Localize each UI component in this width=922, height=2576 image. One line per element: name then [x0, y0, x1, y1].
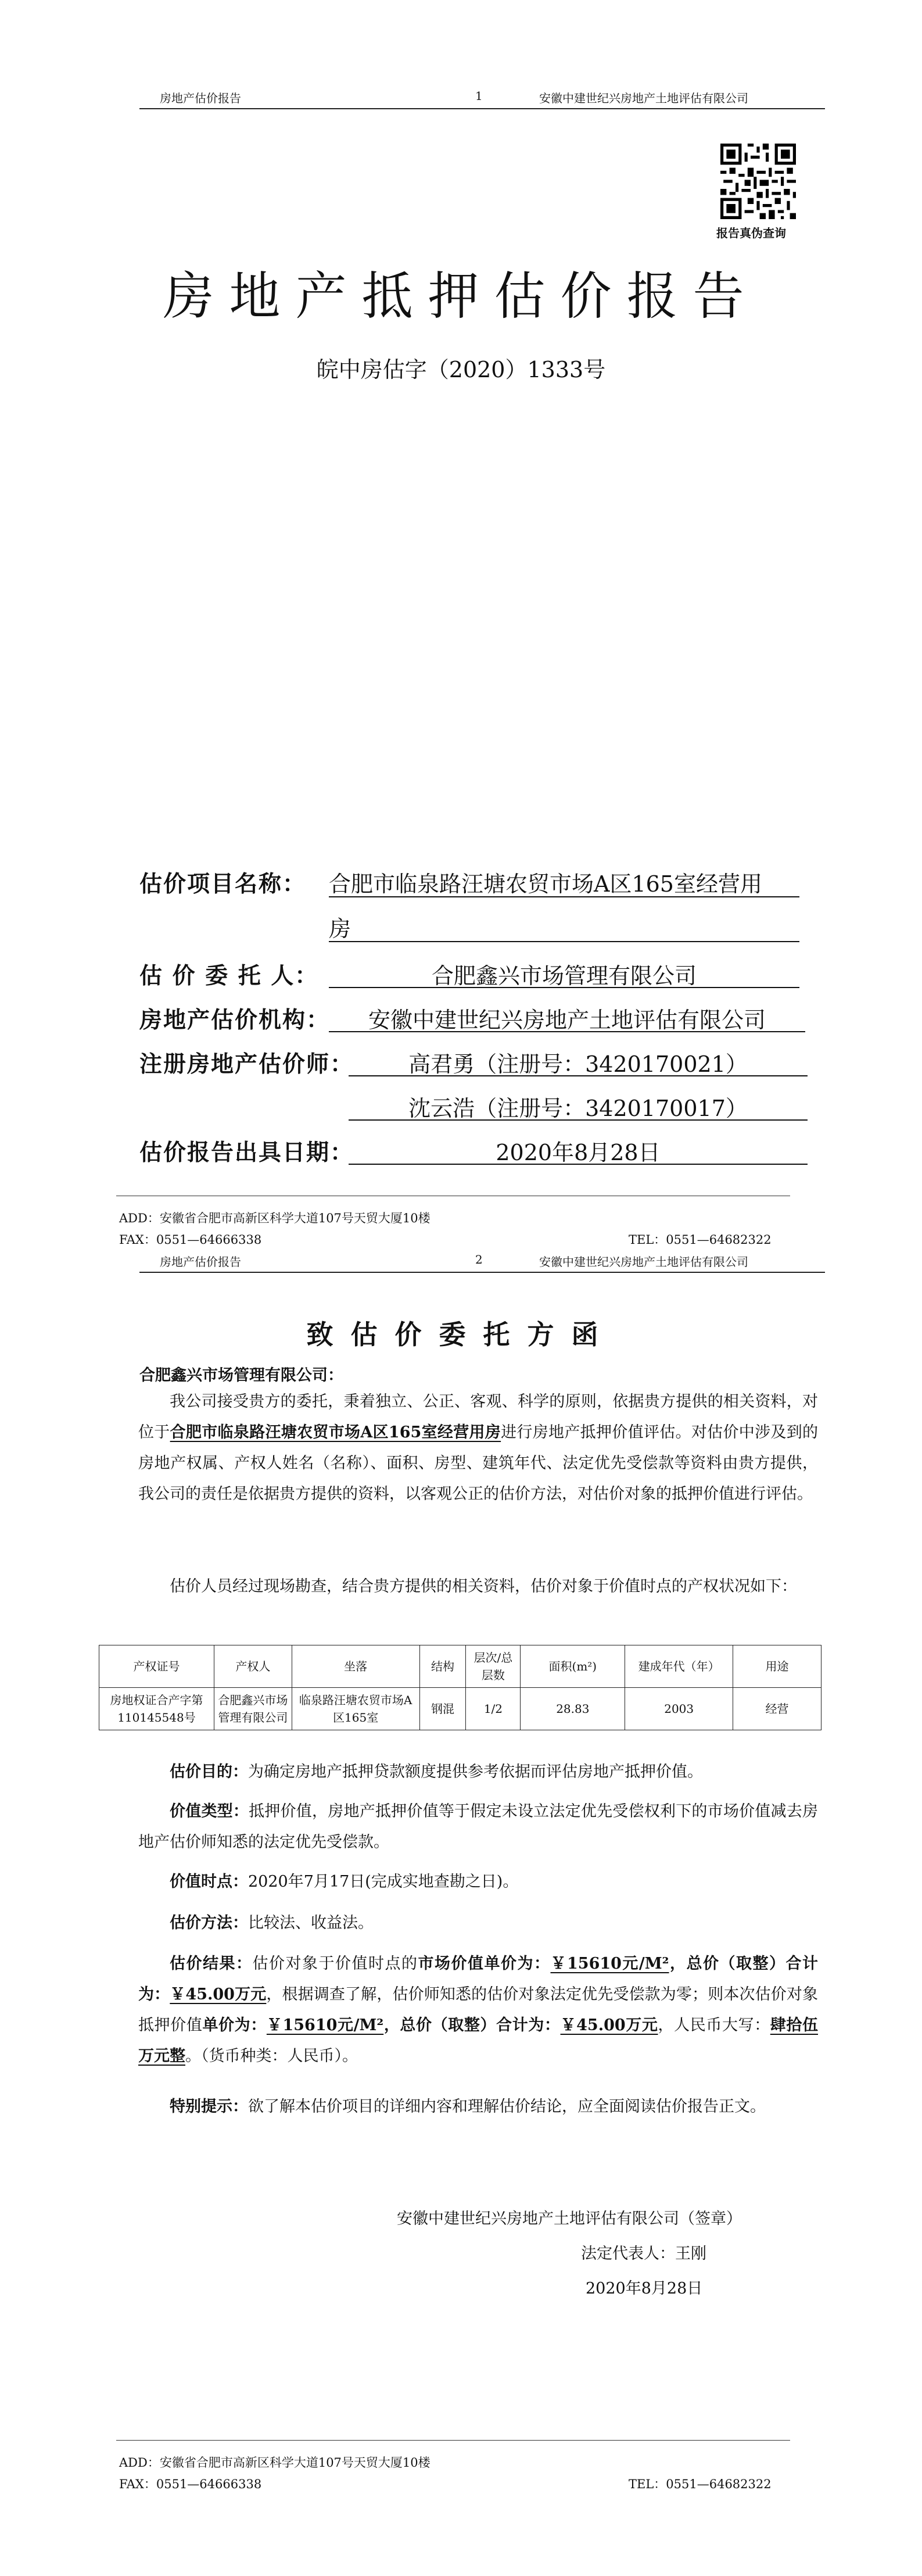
project-name-value-cont: 房: [329, 916, 351, 942]
result-paragraph: [138, 1948, 818, 2071]
para1-property-address: 合肥市临泉路汪塘农贸市场A区165室经营用房: [170, 1423, 501, 1441]
table-header-cell: 坐落: [292, 1645, 419, 1688]
client-label: 估 价 委 托 人：: [139, 963, 319, 989]
table-cell: 经营: [733, 1688, 821, 1730]
value-type-text: 抵押价值，房地产抵押价值等于假定未设立法定优先受偿权利下的市场价值减去房地产估价师知悉的法定优先受偿款。: [138, 1802, 818, 1851]
result-emphasis: 单价为：: [202, 2016, 267, 2034]
table-header-cell: 建成年代（年）: [625, 1645, 733, 1688]
result-text: 。（货币种类：人民币）。: [185, 2047, 358, 2065]
issue-date-underline: [349, 1164, 808, 1165]
page1-header-left: 房地产估价报告: [160, 91, 241, 105]
method-label: 估价方法：: [170, 1914, 248, 1932]
value-type-label: 价值类型：: [170, 1802, 249, 1820]
appraiser-1: 高君勇（注册号：3420170021）: [408, 1051, 748, 1077]
project-name-value: 合肥市临泉路汪塘农贸市场A区165室经营用: [329, 871, 762, 897]
appraiser-2: 沈云浩（注册号：3420170017）: [408, 1096, 748, 1121]
table-cell: 临泉路汪塘农贸市场A区165室: [292, 1688, 419, 1730]
table-header-cell: 产权证号: [99, 1645, 214, 1688]
table-cell: 28.83: [521, 1688, 625, 1730]
result-text: ，人民币大写：: [658, 2016, 770, 2034]
special-note-paragraph: [138, 2091, 818, 2122]
table-header-cell: 层次/总层数: [466, 1645, 521, 1688]
result-emphasis: ，总价（取整）合计为：: [138, 1955, 819, 2003]
legal-representative: 法定代表人：王刚: [581, 2245, 706, 2263]
letter-title: 致估价委托方函: [306, 1319, 616, 1350]
result-emphasis: 市场价值单价为：: [418, 1955, 551, 1973]
purpose-paragraph: [138, 1756, 818, 1787]
appraiser-label: 注册房地产估价师：: [139, 1051, 354, 1078]
issue-date-value: 2020年8月28日: [496, 1140, 661, 1165]
page2-footer-address: ADD：安徽省合肥市高新区科学大道107号天贸大厦10楼: [119, 2456, 430, 2470]
special-note-text: 欲了解本估价项目的详细内容和理解估价结论，应全面阅读估价报告正文。: [248, 2098, 766, 2116]
table-cell: 房地权证合产字第110145548号: [99, 1688, 214, 1730]
document-number: 皖中房估字（2020）1333号: [316, 357, 606, 382]
amount-in-words: 肆拾伍万元整: [138, 2016, 818, 2065]
signature-date: 2020年8月28日: [586, 2280, 703, 2298]
client-value: 合肥鑫兴市场管理有限公司: [431, 963, 697, 989]
table-header-cell: 结构: [419, 1645, 466, 1688]
para1-text-a: 我公司接受贵方的委托，秉着独立、公正、客观、科学的原则，依据贵方提供的相关资料，对位于: [138, 1393, 818, 1441]
market-total-price: ￥45.00万元: [170, 1985, 267, 2003]
project-name-underline-2: [329, 941, 799, 942]
letter-paragraph-2: 估价人员经过现场勘查，结合贵方提供的相关资料，估价对象于价值时点的产权状况如下：: [170, 1577, 797, 1595]
page2-footer-fax: FAX：0551—64666338: [119, 2477, 262, 2491]
table-cell: 1/2: [466, 1688, 521, 1730]
page2-footer-tel: TEL：0551—64682322: [629, 2477, 772, 2491]
mortgage-unit-price: ￥15610元/M²: [266, 2016, 384, 2034]
value-date-text: 2020年7月17日(完成实地查勘之日)。: [248, 1873, 519, 1891]
agency-value: 安徽中建世纪兴房地产土地评估有限公司: [368, 1007, 766, 1033]
table-header-cell: 用途: [733, 1645, 821, 1688]
method-paragraph: [138, 1908, 818, 1938]
table-header-cell: 面积(m²): [521, 1645, 625, 1688]
table-cell: 钢混: [419, 1688, 466, 1730]
purpose-label: 估价目的：: [170, 1763, 248, 1781]
project-name-label: 估价项目名称：: [139, 871, 307, 897]
signature-company: 安徽中建世纪兴房地产土地评估有限公司（签章）: [397, 2210, 742, 2228]
property-table: [99, 1645, 821, 1730]
value-type-paragraph: [138, 1796, 818, 1858]
appraiser-1-underline: [349, 1075, 808, 1076]
value-date-paragraph: [138, 1866, 818, 1897]
para1-text-c: 进行房地产抵押价值评估。对估价中涉及到的房地产权属、产权人姓名（名称）、面积、房型、建筑年代、法定优先受偿款等资料由贵方提供，我公司的责任是依据贵方提供的资料，以客观公正的估价方法，对估价对象的抵押价值进行评估。: [138, 1423, 819, 1503]
client-underline: [329, 987, 799, 988]
report-title: 房地产抵押估价报告: [163, 266, 759, 326]
result-emphasis: ，总价（取整）合计为：: [383, 2016, 561, 2034]
page1-footer-tel: TEL：0551—64682322: [629, 1233, 772, 1247]
result-label: 估价结果：: [170, 1955, 253, 1973]
agency-underline: [329, 1031, 805, 1032]
page1-footer-fax: FAX：0551—64666338: [119, 1233, 262, 1247]
letter-paragraph-1: [138, 1386, 818, 1509]
page2-header-page-number: 2: [475, 1253, 483, 1266]
appraiser-2-underline: [349, 1119, 808, 1121]
page1-header-page-number: 1: [475, 89, 483, 103]
page1-header-right: 安徽中建世纪兴房地产土地评估有限公司: [539, 91, 748, 105]
page1-header-rule: [139, 108, 825, 109]
value-date-label: 价值时点：: [170, 1873, 248, 1891]
market-unit-price: ￥15610元/M²: [550, 1955, 669, 1973]
result-text: ，根据调查了解，估价师知悉的估价对象法定优先受偿款为零；则本次估价对象抵押价值: [138, 1985, 819, 2034]
table-cell: 2003: [625, 1688, 733, 1730]
addressee: 合肥鑫兴市场管理有限公司：: [139, 1366, 343, 1384]
special-note-label: 特别提示：: [170, 2098, 248, 2116]
page1-footer-address: ADD：安徽省合肥市高新区科学大道107号天贸大厦10楼: [119, 1211, 430, 1225]
purpose-text: 为确定房地产抵押贷款额度提供参考依据而评估房地产抵押价值。: [248, 1763, 703, 1781]
project-name-underline-1: [329, 896, 799, 897]
agency-label: 房地产估价机构：: [139, 1007, 331, 1033]
mortgage-total-price: ￥45.00万元: [560, 2016, 658, 2034]
page2-header-right: 安徽中建世纪兴房地产土地评估有限公司: [539, 1255, 748, 1269]
page2-header-rule: [139, 1272, 825, 1273]
page2-header-left: 房地产估价报告: [160, 1255, 241, 1269]
qr-code-icon: [720, 144, 796, 219]
qr-caption: 报告真伪查询: [716, 226, 786, 240]
result-text: 估价对象于价值时点的: [252, 1955, 418, 1973]
issue-date-label: 估价报告出具日期：: [139, 1139, 354, 1166]
page2-footer-rule: [116, 2440, 790, 2441]
table-header-cell: 产权人: [214, 1645, 292, 1688]
table-row: [99, 1688, 821, 1730]
method-text: 比较法、收益法。: [248, 1914, 374, 1932]
table-cell: 合肥鑫兴市场管理有限公司: [214, 1688, 292, 1730]
table-header-row: [99, 1645, 821, 1688]
